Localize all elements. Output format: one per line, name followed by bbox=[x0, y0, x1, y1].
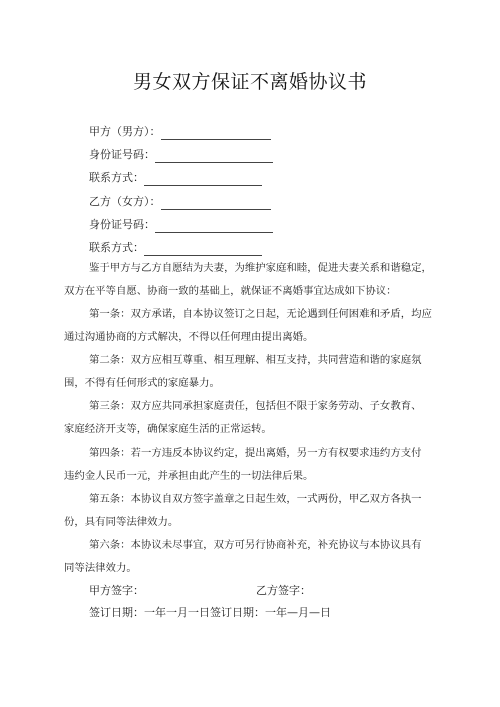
fill-line[interactable] bbox=[155, 220, 273, 233]
fill-line[interactable] bbox=[155, 150, 273, 163]
fill-line[interactable] bbox=[144, 173, 262, 186]
field-id-number-a bbox=[89, 147, 273, 163]
paragraph-article-3: 第三条：双方应共同承担家庭责任，包括但不限于家务劳动、子女教育、 家庭经济开支等，确保家庭生活的正常运转。 bbox=[64, 400, 422, 435]
field-contact-b bbox=[89, 240, 262, 256]
paragraph-article-4: 第四条：若一方违反本协议约定，提出离婚，另一方有权要求违约方支付 违约金人民币一元，并承担由此产生的一切法律后果。 bbox=[64, 447, 422, 482]
signature-party-b: 乙方签字： bbox=[256, 584, 311, 597]
field-party-b bbox=[89, 194, 271, 210]
paragraph-article-6: 第六条：本协议未尽事宜，双方可另行协商补充，补充协议与本协议具有 同等法律效力。 bbox=[64, 539, 422, 574]
field-label: 甲方（男方）： bbox=[89, 125, 161, 138]
field-label: 联系方式： bbox=[89, 241, 144, 254]
paragraph-article-1: 第一条：双方承诺，自本协议签订之日起，无论遇到任何困难和矛盾，均应 通过沟通协商的方式解决，不得以任何理由提出离婚。 bbox=[64, 308, 432, 343]
fill-line[interactable] bbox=[144, 243, 262, 256]
paragraph-preamble: 鉴于甲方与乙方自愿结为夫妻，为维护家庭和睦，促进夫妻关系和谐稳定， 双方在平等自愿、协商一致的基础上，就保证不离婚事宜达成如下协议： bbox=[64, 262, 432, 297]
field-label: 乙方（女方）： bbox=[89, 195, 161, 208]
paragraph-article-2: 第二条：双方应相互尊重、相互理解、相互支持，共同营造和谐的家庭氛 围，不得有任何形式的家庭暴力。 bbox=[64, 354, 422, 389]
fill-line[interactable] bbox=[161, 197, 271, 210]
paragraph-article-5: 第五条：本协议自双方签字盖章之日起生效，一式两份，甲乙双方各执一 份，具有同等法律效力。 bbox=[64, 493, 422, 528]
signing-date: 签订日期：一年一月一日签订日期：一年—月—日 bbox=[89, 606, 331, 619]
document-title: 男女双方保证不离婚协议书 bbox=[132, 71, 367, 93]
fill-line[interactable] bbox=[161, 127, 271, 140]
field-party-a bbox=[89, 124, 271, 140]
signature-party-a: 甲方签字： bbox=[89, 584, 144, 597]
field-contact-a bbox=[89, 170, 262, 186]
field-id-number-b bbox=[89, 217, 273, 233]
field-label: 联系方式： bbox=[89, 171, 144, 184]
field-label: 身份证号码： bbox=[89, 148, 155, 161]
field-label: 身份证号码： bbox=[89, 218, 155, 231]
